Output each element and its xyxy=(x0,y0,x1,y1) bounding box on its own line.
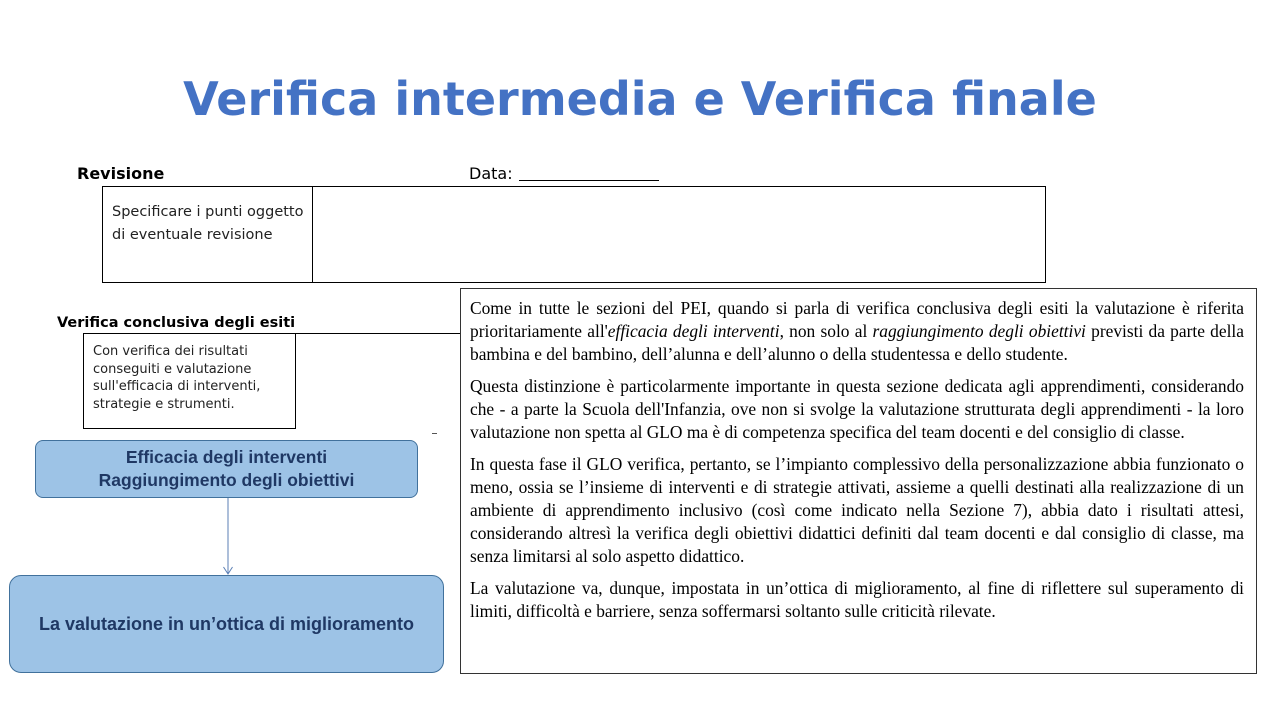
verifica-cell: Con verifica dei risultati conseguiti e valutazione sull'efficacia di interventi, strategie e strumenti. xyxy=(84,334,296,429)
slide-title: Verifica intermedia e Verifica finale xyxy=(183,72,1097,126)
p1-text: Come in tutte le sezioni del PEI, quando si parla di verifica conclusiva degli esiti la valutazione è riferita prioritariamente all' xyxy=(470,298,1244,341)
miglioramento-box xyxy=(9,575,444,673)
verifica-table xyxy=(83,333,463,429)
revisione-table xyxy=(102,186,1046,283)
paragraph-4: La valutazione va, dunque, impostata in un’ottica di miglioramento, al fine di riflettere sul superamento di limiti, difficoltà e barriere, senza soffermarsi soltanto sulle criticità rilevate. xyxy=(470,578,1244,621)
data-label: Data: xyxy=(469,164,513,183)
p1-italic-efficacia: efficacia degli interventi xyxy=(607,321,780,341)
down-arrow-icon xyxy=(222,498,234,576)
miglioramento-text: La valutazione in un’ottica di miglioramento xyxy=(38,613,415,634)
p1-text-2: , non solo al xyxy=(779,321,873,341)
verifica-heading: Verifica conclusiva degli esiti xyxy=(57,315,296,331)
p1-text-3: previsti da parte della bambina e del bambino, dell’alunna e dell’alunno o della studentessa e dello studente. xyxy=(470,321,1244,364)
paragraph-3: In questa fase il GLO verifica, pertanto, se l’impianto complessivo della personalizzazione abbia funzionato o meno, ossia se l’insieme di interventi e di strategie attivati, assieme a quelli destinati alla realizzazione di un ambiente di apprendimento inclusivo (così come indicato nella Sezione 7), abbia dato i risultati attesi, considerando altresì la verifica degli obiettivi didattici definiti dal team docenti e dal consiglio di classe, ma senza limitarsi al solo aspetto didattico. xyxy=(470,454,1244,566)
revisione-cell: Specificare i punti oggetto di eventuale revisione xyxy=(103,187,313,282)
efficacia-box xyxy=(35,440,418,498)
paragraph-2: Questa distinzione è particolarmente importante in questa sezione dedicata agli apprendimenti, considerando che - a parte la Scuola dell'Infanzia, ove non si svolge la valutazione strutturata degli apprendimenti - la loro valutazione non spetta al GLO ma è di competenza specifica del team docenti e del consiglio di classe. xyxy=(470,376,1244,442)
divider xyxy=(432,433,437,434)
raggiungimento-line: Raggiungimento degli obiettivi xyxy=(98,470,355,490)
data-field xyxy=(469,164,659,183)
efficacia-line: Efficacia degli interventi xyxy=(125,447,328,467)
p1-italic-raggiungimento: raggiungimento degli obiettivi xyxy=(872,321,1086,341)
paragraph-1 xyxy=(470,297,1244,366)
revisione-heading: Revisione xyxy=(77,164,165,183)
explanation-textbox xyxy=(460,288,1257,674)
data-blank-line xyxy=(519,166,659,181)
